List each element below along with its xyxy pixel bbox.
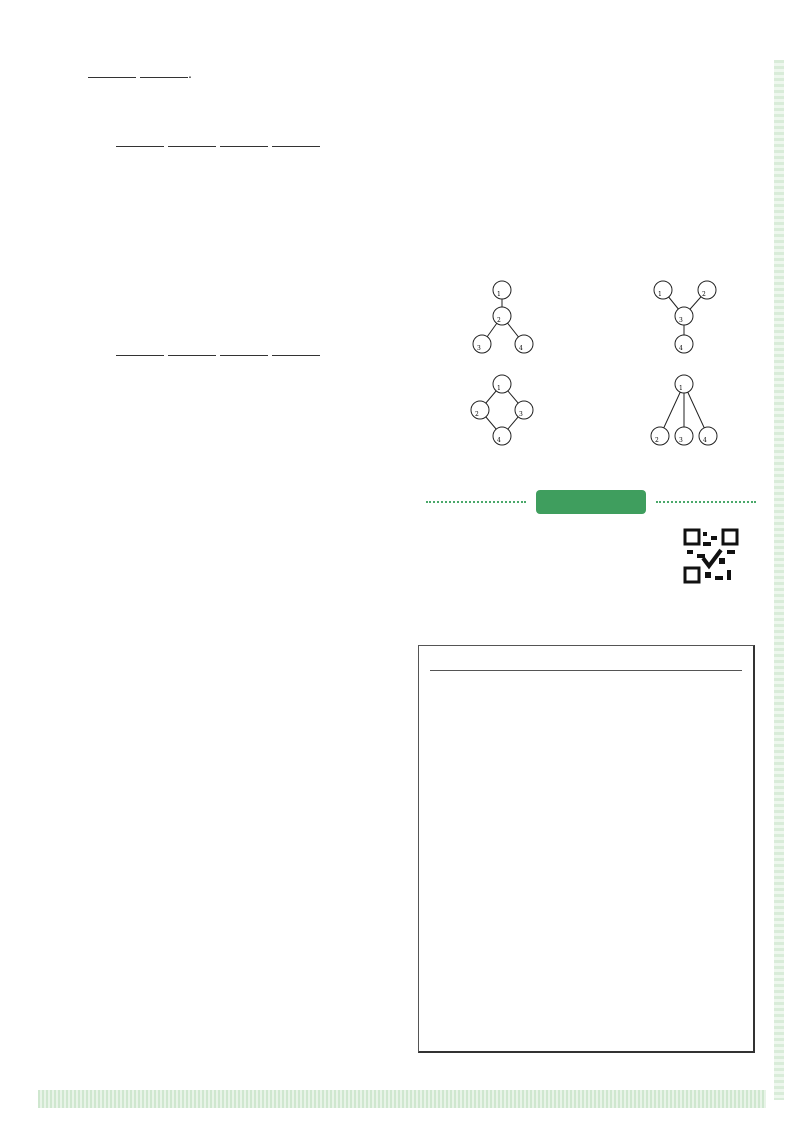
blank-18[interactable] — [116, 146, 164, 147]
blank-19[interactable] — [168, 146, 216, 147]
passage-paragraph2 — [88, 131, 406, 154]
section-header — [426, 492, 756, 512]
phonics-box — [418, 645, 755, 1053]
side-decoration — [774, 60, 784, 1100]
page-header — [744, 44, 752, 57]
svg-text:3: 3 — [679, 317, 683, 324]
svg-text:4: 4 — [703, 437, 707, 444]
passage-part1: . — [88, 62, 406, 85]
svg-text:2: 2 — [702, 291, 706, 298]
passage-paragraph3 — [88, 340, 406, 363]
diagram-b[interactable] — [654, 281, 716, 353]
svg-text:4: 4 — [497, 437, 501, 444]
scene-description — [426, 527, 676, 548]
blank-22[interactable] — [116, 355, 164, 356]
svg-text:1: 1 — [497, 291, 501, 298]
svg-text:3: 3 — [519, 411, 523, 418]
blank-23[interactable] — [168, 355, 216, 356]
footer-band — [38, 1090, 766, 1108]
blank-21[interactable] — [272, 146, 320, 147]
svg-text:3: 3 — [477, 345, 481, 352]
svg-text:2: 2 — [655, 437, 659, 444]
diagram-d[interactable] — [651, 375, 717, 445]
section-title — [536, 490, 646, 514]
svg-text:2: 2 — [475, 411, 479, 418]
svg-text:2: 2 — [497, 317, 501, 324]
blank-17[interactable] — [140, 77, 188, 78]
svg-text:1: 1 — [658, 291, 662, 298]
qr-code[interactable] — [683, 528, 739, 584]
blank-24[interactable] — [220, 355, 268, 356]
qr-code-icon — [683, 528, 739, 584]
diagram-c[interactable] — [471, 375, 533, 445]
diagram-a[interactable] — [473, 281, 533, 353]
blank-16[interactable] — [88, 77, 136, 78]
svg-text:3: 3 — [679, 437, 683, 444]
blank-20[interactable] — [220, 146, 268, 147]
blank-25[interactable] — [272, 355, 320, 356]
svg-text:1: 1 — [497, 385, 501, 392]
svg-text:4: 4 — [519, 345, 523, 352]
svg-text:1: 1 — [679, 385, 683, 392]
phonetic-symbols — [430, 650, 742, 671]
structure-diagrams — [420, 274, 760, 450]
svg-text:4: 4 — [679, 345, 683, 352]
